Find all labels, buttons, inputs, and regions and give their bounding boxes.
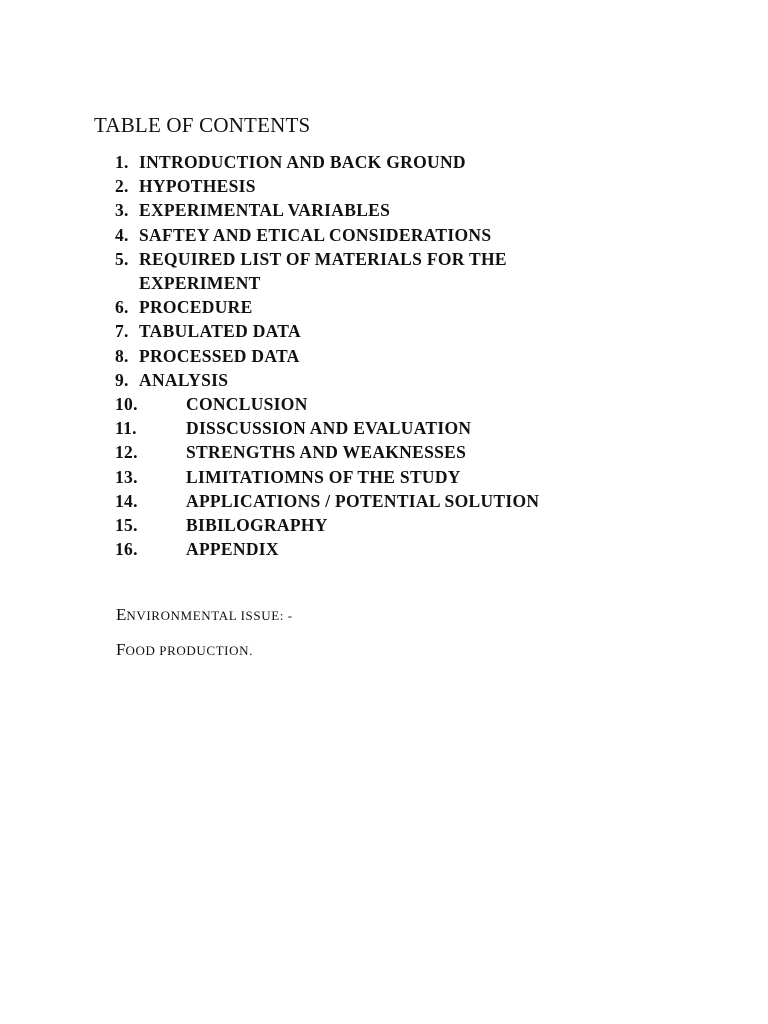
toc-item-3 xyxy=(115,198,675,222)
toc-text: BIBILOGRAPHY xyxy=(186,515,328,536)
toc-number: 4. xyxy=(115,224,129,245)
toc-text: STRENGTHS AND WEAKNESSES xyxy=(186,442,467,463)
toc-number: 10. xyxy=(115,394,138,415)
toc-item-15 xyxy=(115,513,675,537)
toc-text: EXPERIMENTAL VARIABLES xyxy=(139,200,391,221)
toc-number: 15. xyxy=(115,515,138,536)
toc-item-8 xyxy=(115,344,675,368)
toc-item-5 xyxy=(115,247,675,295)
toc-item-12 xyxy=(115,440,675,464)
toc-text: PROCEDURE xyxy=(139,297,253,318)
toc-item-1 xyxy=(115,150,675,174)
toc-text: HYPOTHESIS xyxy=(139,176,256,197)
toc-item-2 xyxy=(115,174,675,198)
toc-item-10 xyxy=(115,392,675,416)
toc-item-9 xyxy=(115,368,675,392)
toc-item-11 xyxy=(115,416,675,440)
toc-item-13 xyxy=(115,465,675,489)
toc-text: DISSCUSSION AND EVALUATION xyxy=(186,418,472,439)
toc-number: 1. xyxy=(115,152,129,172)
table-of-contents xyxy=(115,150,675,561)
toc-text: PROCESSED DATA xyxy=(139,345,300,366)
toc-item-16 xyxy=(115,537,675,561)
toc-text: CONCLUSION xyxy=(186,394,308,415)
toc-text: LIMITATIOMNS OF THE STUDY xyxy=(186,466,461,487)
toc-number: 2. xyxy=(115,176,129,197)
toc-text: ANALYSIS xyxy=(139,369,229,390)
toc-text: INTRODUCTION AND BACK GROUND xyxy=(139,152,466,172)
toc-text: SAFTEY AND ETICAL CONSIDERATIONS xyxy=(139,224,492,245)
toc-text: REQUIRED LIST OF MATERIALS FOR THE EXPERIMENT xyxy=(139,248,507,294)
toc-text: APPENDIX xyxy=(186,539,279,560)
environmental-issue-line xyxy=(116,605,293,625)
toc-text: APPLICATIONS / POTENTIAL SOLUTION xyxy=(186,490,540,511)
toc-item-14 xyxy=(115,489,675,513)
toc-item-7 xyxy=(115,319,675,343)
toc-number: 16. xyxy=(115,539,138,560)
food-production-text: OOD PRODUCTION. xyxy=(125,643,253,658)
food-production-line xyxy=(116,640,253,660)
toc-item-4 xyxy=(115,223,675,247)
environmental-issue-initial: E xyxy=(116,605,127,624)
toc-number: 12. xyxy=(115,442,138,463)
toc-number: 9. xyxy=(115,369,129,390)
environmental-issue-text: NVIRONMENTAL ISSUE: - xyxy=(126,608,293,623)
toc-number: 6. xyxy=(115,297,129,318)
toc-number: 3. xyxy=(115,200,129,221)
toc-number: 14. xyxy=(115,490,138,511)
toc-item-6 xyxy=(115,295,675,319)
food-production-initial: F xyxy=(116,640,126,659)
toc-number: 5. xyxy=(115,248,129,269)
toc-number: 7. xyxy=(115,321,129,342)
toc-number: 8. xyxy=(115,345,129,366)
toc-number: 11. xyxy=(115,418,137,439)
page-title: TABLE OF CONTENTS xyxy=(94,113,311,137)
toc-number: 13. xyxy=(115,466,138,487)
toc-text: TABULATED DATA xyxy=(139,321,301,342)
